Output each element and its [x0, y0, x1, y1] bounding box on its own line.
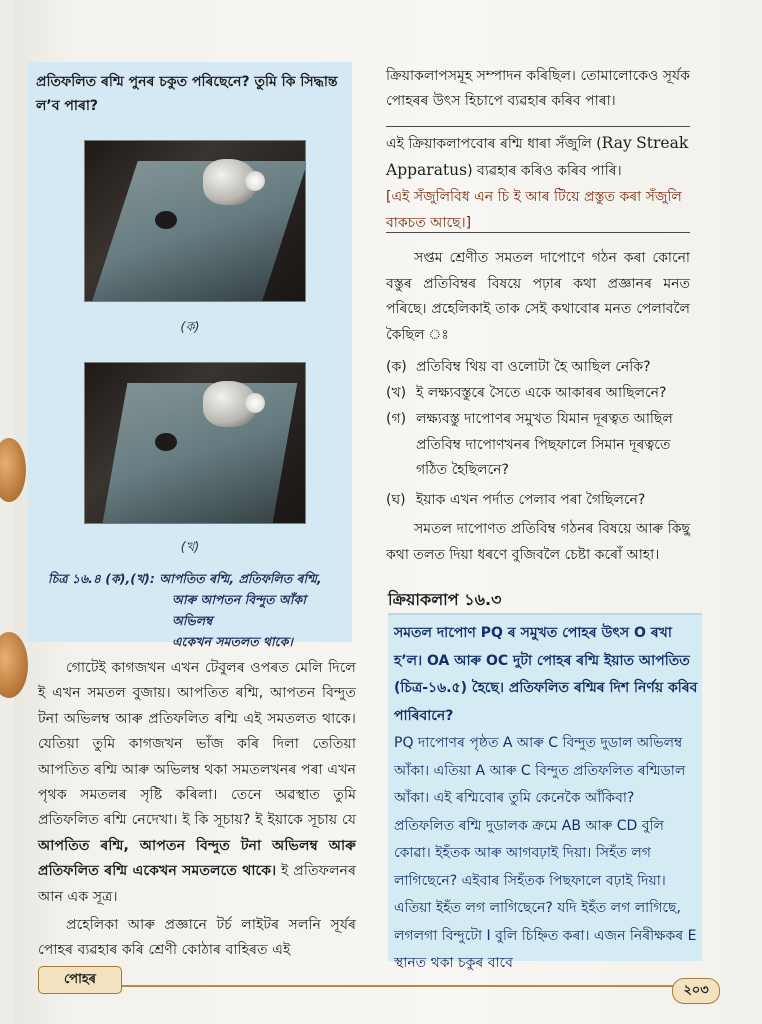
body-paragraph-1: গোটেই কাগজখন এখন টেবুলৰ ওপৰত মেলি দিলে ই এখন সমতল বুজায়। আপতিত ৰশ্মি, আপতন বিন্দুত টনা অভিলম্ব আৰু প্ৰতিফলিত ৰশ্মি এই সমতলত থাকে। যেতিয়া তুমি কাগজখন ভাঁজ কৰি দিলা তেতিয়া আপতিত ৰশ্মি আৰু অভিলম্ব থকা সমতলখনৰ পৰা এখন পৃথক সমতলৰ সৃষ্টি কৰিলা। তেনে অৱস্থাত তুমি প্ৰতিফলিত ৰশ্মি নেদেখা। ই কি সূচায়? ই ইয়াকে সূচায় যে — [38, 660, 356, 829]
question-text: ইয়াক এখন পৰ্দাত পেলাব পৰা গৈছিলনে? — [416, 492, 646, 508]
question-text: লক্ষ্যবস্তু দাপোণৰ সমুখত যিমান দূৰত্বত আছিল প্ৰতিবিম্ব দাপোণখনৰ পিছফালে সিমান দূৰত্বতে গঠিত হৈছিলনে? — [416, 411, 673, 479]
question-label: (গ) — [386, 411, 407, 427]
knob-icon — [155, 433, 177, 451]
body-paragraph-1-tail: ই প্ৰতিফলনৰ আন এক সূত্ৰ। — [38, 863, 356, 905]
right-top-text: ক্ৰিয়াকলাপসমূহ সম্পাদন কৰিছিল। তোমালোকেও সূৰ্যক পোহৰৰ উৎস হিচাপে ব্যৱহাৰ কৰিব পাৰা। — [386, 68, 690, 109]
photo-a-label: (ক) — [180, 320, 200, 335]
note-english-1: Ray — [601, 134, 632, 152]
question-label: (খ) — [386, 385, 407, 401]
right-paragraph-1 — [386, 246, 690, 348]
activity-title: ক্ৰিয়াকলাপ ১৬.৩ — [388, 590, 502, 609]
figure-label: চিত্ৰ ১৬.৪ (ক),(খ): — [48, 571, 155, 586]
figure-caption-line3: একেখন সমতলত থাকে। — [172, 634, 293, 649]
intro-question: প্ৰতিফলিত ৰশ্মি পুনৰ চকুত পৰিছেনে? তুমি কি সিদ্ধান্ত ল’ব পাৰা? — [36, 74, 338, 114]
question-text: ই লক্ষ্যবস্তুৰে সৈতে একে আকাৰৰ আছিলনে? — [416, 385, 667, 401]
law-of-reflection: আপতিত ৰশ্মি, আপতন বিন্দুত টনা অভিলম্ব আৰু প্ৰতিফলিত ৰশ্মি একেখন সমতলতে থাকে। — [38, 837, 356, 880]
note-rule-top — [386, 126, 690, 127]
question-ga — [386, 407, 690, 484]
left-body-text — [38, 656, 356, 964]
apparatus-note — [386, 130, 690, 236]
figure-caption-line2: আৰু আপতন বিন্দুত আঁকা অভিলম্ব — [172, 592, 306, 628]
activity-text — [394, 620, 698, 978]
photo-a — [84, 140, 306, 302]
note-text-a: এই ক্ৰিয়াকলাপবোৰ ৰশ্মি ধাৰা সঁজুলি ( — [386, 136, 602, 152]
figure-caption — [48, 568, 344, 652]
chapter-tag: পোহৰ — [38, 966, 122, 994]
para-seventh-class: সপ্তম শ্ৰেণীত সমতল দাপোণে গঠন কৰা কোনো বস্তুৰ প্ৰতিবিম্বৰ বিষয়ে পঢ়াৰ কথা প্ৰজ্ঞানৰ মনত পৰিছে। প্ৰহেলিকাই তাক সেই কথাবোৰ মনত পেলাবলৈ কৈছিল ঃ — [386, 250, 690, 343]
note-text-b: ) ব্যৱহাৰ কৰিও কৰিব পাৰি। — [467, 163, 622, 179]
right-paragraph-2 — [386, 516, 690, 568]
question-kha — [386, 381, 690, 407]
question-label: (ক) — [386, 359, 407, 375]
page-number: ২০৩ — [672, 978, 720, 1004]
activity-paragraph-2: PQ দাপোণৰ পৃষ্ঠত A আৰু C বিন্দুত দুডাল অভিলম্ব আঁকা। এতিয়া A আৰু C বিন্দুত প্ৰতিফলিত ৰশ্মিডাল আঁকা। এই ৰশ্মিবোৰ তুমি কেনেকৈ আঁকিবা? প্ৰতিফলিত ৰশ্মি দুডালক ক্ৰমে AB আৰু CD বুলি কোৱা। ইহঁতক আৰু আগবঢ়াই দিয়া। সিহঁত লগ লাগিছেনে? এইবাৰ সিহঁতক পিছফালে বঢ়াই দিয়া। এতিয়া ইহঁত লগ লাগিছেনে? যদি ইহঁত লগ লাগিছে, লগলগা বিন্দুটো I বুলি চিহ্নিত কৰা। এজন নিৰীক্ষকৰ E স্থানত থকা চকুৰ বাবে — [394, 735, 697, 971]
note-bracket: [এই সঁজুলিবিধ এন চি ই আৰ টিয়ে প্ৰস্তুত কৰা সঁজুলি বাকচত আছে।] — [386, 189, 682, 231]
ray-apparatus-surface — [103, 383, 298, 523]
question-text: প্ৰতিবিম্ব থিয় বা ওলোটা হৈ আছিল নেকি? — [416, 359, 651, 375]
note-english-2: Streak Apparatus — [386, 134, 689, 179]
question-gha — [386, 488, 690, 514]
bulb-icon — [245, 393, 265, 413]
photo-b — [84, 362, 306, 524]
footer-rule — [120, 985, 680, 987]
body-paragraph-2: প্ৰহেলিকা আৰু প্ৰজ্ঞানে টৰ্চ লাইটৰ সলনি সূৰ্যৰ পোহৰ ব্যৱহাৰ কৰি শ্ৰেণী কোঠাৰ বাহিৰত এই — [38, 917, 356, 959]
photo-b-label: (খ) — [180, 540, 200, 555]
knob-icon — [155, 211, 177, 229]
para-image-formation: সমতল দাপোণত প্ৰতিবিম্ব গঠনৰ বিষয়ে আৰু কিছু কথা তলত দিয়া ধৰণে বুজিবলৈ চেষ্টা কৰোঁ আহা। — [386, 521, 690, 563]
note-rule-bottom — [386, 232, 690, 233]
question-label: (ঘ) — [386, 492, 406, 508]
activity-paragraph-1: সমতল দাপোণ PQ ৰ সমুখত পোহৰ উৎস O ৰখা হ’ল। OA আৰু OC দুটা পোহৰ ৰশ্মি ইয়াত আপতিত (চিত্ৰ-১৬.৫) হৈছে। প্ৰতিফলিত ৰশ্মিৰ দিশ নিৰ্ণয় কৰিব পাৰিবানে? — [394, 625, 698, 724]
question-ka — [386, 355, 690, 381]
bulb-icon — [245, 171, 265, 191]
figure-caption-line1: আপতিত ৰশ্মি, প্ৰতিফলিত ৰশ্মি, — [159, 571, 322, 586]
